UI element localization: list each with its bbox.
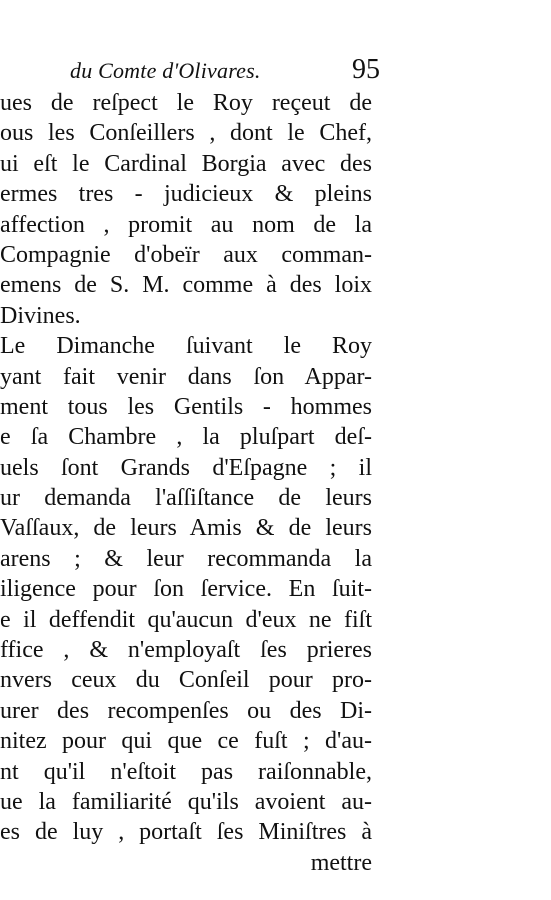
text-line: urer des recompenſes ou des Di-: [0, 697, 372, 724]
text-line: iligence pour ſon ſervice. En ſuit-: [0, 576, 372, 603]
text-line: nvers ceux du Conſeil pour pro-: [0, 667, 372, 694]
text-line: ui eſt le Cardinal Borgia avec des: [0, 150, 372, 177]
text-line: Divines.: [0, 302, 81, 329]
running-head: [70, 52, 380, 86]
text-line: ermes tres - judicieux & pleins: [0, 181, 372, 208]
catchword: mettre: [310, 849, 372, 876]
text-line: Le Dimanche ſuivant le Roy: [0, 333, 372, 360]
text-line: ue la familiarité qu'ils avoient au-: [0, 788, 372, 815]
text-line: ues de reſpect le Roy reçeut de: [0, 90, 372, 116]
text-line: Vaſſaux, de leurs Amis & de leurs: [0, 515, 372, 542]
page-number: 95: [352, 54, 380, 85]
text-line: ous les Conſeillers , dont le Chef,: [0, 120, 372, 147]
body-text: [0, 88, 372, 878]
text-line: yant fait venir dans ſon Appar-: [0, 363, 372, 390]
text-line: e il deffendit qu'aucun d'eux ne fiſt: [0, 606, 372, 633]
text-line: Compagnie d'obeïr aux comman-: [0, 241, 372, 268]
text-line: ur demanda l'aſſiſtance de leurs: [0, 485, 372, 512]
running-title: du Comte d'Olivares.: [70, 58, 261, 83]
text-line: emens de S. M. comme à des loix: [0, 272, 372, 299]
text-line: es de luy , portaſt ſes Miniſtres à: [0, 819, 372, 846]
text-line: e ſa Chambre , la pluſpart deſ-: [0, 424, 372, 451]
text-line: ffice , & n'employaſt ſes prieres: [0, 637, 372, 664]
text-line: uels ſont Grands d'Eſpagne ; il: [0, 454, 372, 481]
text-line: affection , promit au nom de la: [0, 211, 372, 238]
text-line: ment tous les Gentils - hommes: [0, 393, 372, 420]
text-line: arens ; & leur recommanda la: [0, 545, 372, 572]
text-line: nt qu'il n'eſtoit pas raiſonnable,: [0, 758, 372, 785]
text-line: nitez pour qui que ce fuſt ; d'au-: [0, 728, 372, 755]
